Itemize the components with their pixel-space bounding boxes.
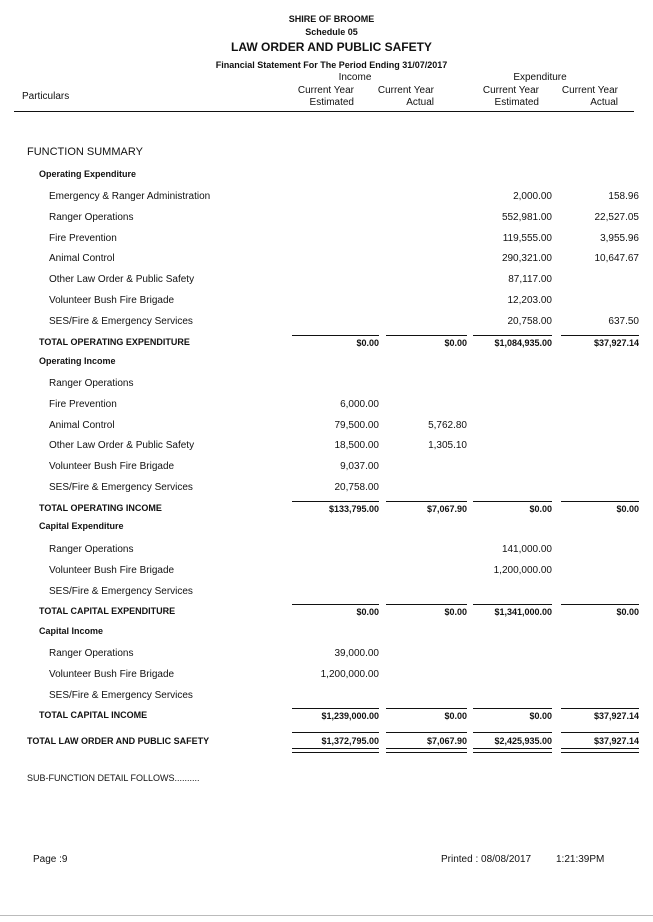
grand-total-value-exp-act: $37,927.14 xyxy=(593,736,639,746)
row-label: Animal Control xyxy=(49,253,115,264)
grand-total-value-inc-act: $7,067.90 xyxy=(426,736,467,746)
total-rule xyxy=(473,335,552,336)
grand-total-label: TOTAL LAW ORDER AND PUBLIC SAFETY xyxy=(27,736,210,746)
income-header: Income xyxy=(338,72,372,83)
total-value-inc-act: $7,067.90 xyxy=(426,504,467,514)
page-number: Page :9 xyxy=(33,854,68,865)
total-rule xyxy=(473,708,552,709)
section-title: Capital Income xyxy=(39,626,104,636)
total-value-inc-act: $0.00 xyxy=(444,711,467,721)
row-value-exp-est: 290,321.00 xyxy=(501,253,552,264)
row-label: Animal Control xyxy=(49,420,115,431)
total-value-inc-est: $1,239,000.00 xyxy=(321,711,379,721)
report-period: Financial Statement For The Period Ending 31/07/2017 xyxy=(215,60,448,70)
header-divider xyxy=(14,111,634,112)
section-title: Capital Expenditure xyxy=(39,521,124,531)
total-rule xyxy=(561,604,639,605)
total-rule xyxy=(292,604,379,605)
total-value-exp-act: $37,927.14 xyxy=(593,338,639,348)
row-value-inc-act: 1,305.10 xyxy=(428,440,467,451)
row-value-exp-est: 119,555.00 xyxy=(502,233,552,244)
row-label: Volunteer Bush Fire Brigade xyxy=(49,461,175,472)
row-label: Emergency & Ranger Administration xyxy=(49,191,211,202)
row-value-inc-est: 6,000.00 xyxy=(340,399,379,410)
total-value-exp-est: $1,341,000.00 xyxy=(494,607,552,617)
row-label: Volunteer Bush Fire Brigade xyxy=(49,565,175,576)
total-value-exp-act: $0.00 xyxy=(616,607,639,617)
row-value-exp-est: 12,203.00 xyxy=(507,295,552,306)
row-label: Volunteer Bush Fire Brigade xyxy=(49,669,175,680)
grand-total-value-inc-est: $1,372,795.00 xyxy=(321,736,379,746)
row-value-exp-est: 1,200,000.00 xyxy=(493,565,552,576)
schedule-label: Schedule 05 xyxy=(305,27,358,37)
row-value-exp-act: 10,647.67 xyxy=(594,253,639,264)
particulars-header: Particulars xyxy=(22,91,70,102)
total-label: TOTAL OPERATING INCOME xyxy=(39,503,162,513)
total-label: TOTAL OPERATING EXPENDITURE xyxy=(39,337,190,347)
total-value-exp-est: $0.00 xyxy=(529,504,552,514)
printed-date: Printed : 08/08/2017 xyxy=(441,854,532,865)
total-rule xyxy=(292,708,379,709)
total-value-inc-act: $0.00 xyxy=(444,607,467,617)
grand-total-rule xyxy=(561,732,639,733)
page-edge xyxy=(0,915,653,916)
total-value-inc-est: $0.00 xyxy=(356,338,379,348)
row-value-inc-est: 79,500.00 xyxy=(334,420,379,431)
total-rule xyxy=(386,501,467,502)
total-value-inc-act: $0.00 xyxy=(444,338,467,348)
total-rule xyxy=(292,501,379,502)
total-rule xyxy=(561,335,639,336)
row-value-exp-act: 22,527.05 xyxy=(594,212,639,223)
total-value-exp-est: $1,084,935.00 xyxy=(494,338,552,348)
row-value-exp-est: 87,117.00 xyxy=(508,274,552,285)
printed-time: 1:21:39PM xyxy=(556,854,605,865)
row-label: SES/Fire & Emergency Services xyxy=(49,586,193,597)
exp-est-header: Current Year Estimated xyxy=(482,85,539,108)
total-rule xyxy=(386,604,467,605)
row-label: Ranger Operations xyxy=(49,212,134,223)
total-label: TOTAL CAPITAL INCOME xyxy=(39,710,148,720)
row-label: SES/Fire & Emergency Services xyxy=(49,316,193,327)
row-label: SES/Fire & Emergency Services xyxy=(49,482,193,493)
grand-total-double-rule xyxy=(473,748,552,753)
grand-total-rule xyxy=(386,732,467,733)
row-label: Volunteer Bush Fire Brigade xyxy=(49,295,175,306)
inc-est-header: Current Year Estimated xyxy=(297,85,354,108)
total-rule xyxy=(292,335,379,336)
row-value-inc-est: 20,758.00 xyxy=(334,482,379,493)
inc-act-header: Current Year Actual xyxy=(377,85,434,108)
grand-total-double-rule xyxy=(292,748,379,753)
row-value-exp-est: 141,000.00 xyxy=(501,544,552,555)
row-label: Other Law Order & Public Safety xyxy=(49,274,195,285)
grand-total-double-rule xyxy=(386,748,467,753)
row-label: Fire Prevention xyxy=(49,233,117,244)
row-label: Ranger Operations xyxy=(49,648,134,659)
grand-total-value-exp-est: $2,425,935.00 xyxy=(494,736,552,746)
total-rule xyxy=(386,335,467,336)
row-value-inc-est: 39,000.00 xyxy=(334,648,379,659)
row-value-inc-est: 9,037.00 xyxy=(340,461,379,472)
total-value-exp-act: $0.00 xyxy=(616,504,639,514)
function-summary-label: FUNCTION SUMMARY xyxy=(27,146,143,158)
total-value-inc-est: $0.00 xyxy=(356,607,379,617)
total-rule xyxy=(473,501,552,502)
row-label: Fire Prevention xyxy=(49,399,117,410)
section-title: Operating Income xyxy=(39,356,116,366)
grand-total-double-rule xyxy=(561,748,639,753)
expenditure-header: Expenditure xyxy=(513,72,567,83)
row-label: Ranger Operations xyxy=(49,544,134,555)
total-rule xyxy=(561,501,639,502)
grand-total-rule xyxy=(292,732,379,733)
total-value-inc-est: $133,795.00 xyxy=(328,504,379,514)
total-rule xyxy=(561,708,639,709)
sub-function-note: SUB-FUNCTION DETAIL FOLLOWS.......... xyxy=(27,773,200,783)
row-value-exp-est: 552,981.00 xyxy=(501,212,552,223)
total-label: TOTAL CAPITAL EXPENDITURE xyxy=(39,606,176,616)
row-value-exp-est: 20,758.00 xyxy=(507,316,552,327)
grand-total-rule xyxy=(473,732,552,733)
row-value-inc-act: 5,762.80 xyxy=(428,420,467,431)
row-value-exp-act: 158.96 xyxy=(608,191,639,202)
total-value-exp-est: $0.00 xyxy=(529,711,552,721)
row-value-inc-est: 1,200,000.00 xyxy=(320,669,379,680)
row-value-exp-est: 2,000.00 xyxy=(513,191,552,202)
exp-act-header: Current Year Actual xyxy=(561,85,618,108)
total-rule xyxy=(386,708,467,709)
section-title: Operating Expenditure xyxy=(39,169,137,179)
report-title: LAW ORDER AND PUBLIC SAFETY xyxy=(231,40,432,54)
row-label: SES/Fire & Emergency Services xyxy=(49,690,193,701)
total-rule xyxy=(473,604,552,605)
row-value-exp-act: 637.50 xyxy=(608,316,639,327)
row-value-inc-est: 18,500.00 xyxy=(334,440,379,451)
total-value-exp-act: $37,927.14 xyxy=(593,711,639,721)
org-name: SHIRE OF BROOME xyxy=(288,14,375,24)
row-value-exp-act: 3,955.96 xyxy=(600,233,639,244)
row-label: Ranger Operations xyxy=(49,378,134,389)
row-label: Other Law Order & Public Safety xyxy=(49,440,195,451)
